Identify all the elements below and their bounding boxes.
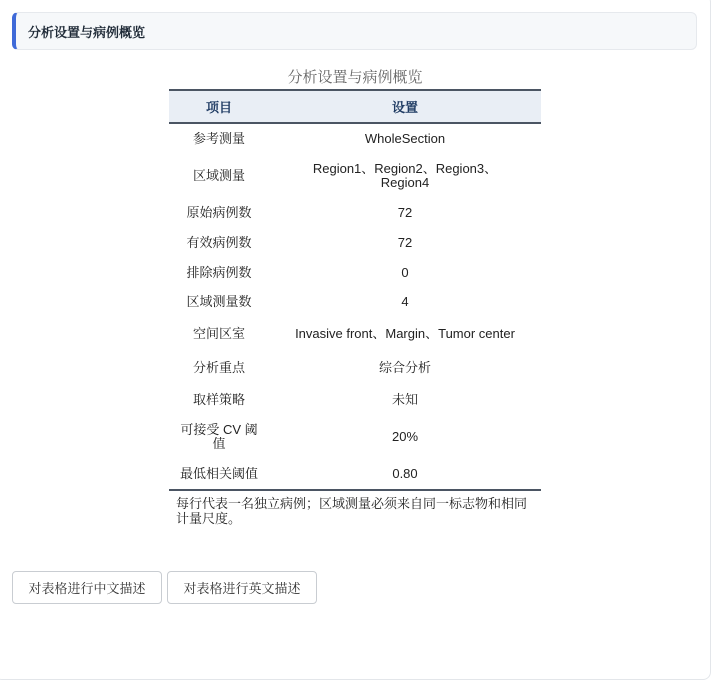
table-caption: 分析设置与病例概览 [287,68,423,86]
table-row [169,198,541,228]
row-item: 取样策略 [192,392,245,407]
row-value: 0.80 [269,458,541,490]
row-item: 区域测量数 [186,294,252,309]
table-note: 每行代表一名独立病例；区域测量必须来自同一标志物和相同计量尺度。 [176,497,528,527]
row-item: 原始病例数 [186,205,252,220]
row-value: 综合分析 [378,359,431,375]
row-value: 0 [401,264,409,280]
row-value: 20% [391,428,419,444]
row-value: 72 [397,205,413,220]
row-item: 有效病例数 [186,235,252,250]
panel-header [12,12,697,50]
table-row [169,287,541,317]
table-row [169,458,541,490]
row-item: 可接受 CV 阈 值 [180,421,258,451]
table-row [169,317,541,350]
table-row [169,415,541,458]
header-setting: 设置 [269,90,541,123]
table-row [169,228,541,258]
row-item: 区域测量 [192,168,245,183]
table-row [169,154,541,198]
table-row [169,385,541,415]
row-value: Region1、Region2、Region3、 Region4 [312,161,498,190]
row-item: 空间区室 [192,325,245,341]
header-item: 项目 [169,90,269,123]
table-row [169,350,541,385]
row-value: Invasive front、Margin、Tumor center [295,325,515,341]
table-row [169,258,541,287]
row-item: 最低相关阈值 [169,458,269,490]
row-item: 参考测量 [192,131,245,146]
table-row [169,123,541,154]
describe-chinese-button[interactable]: 对表格进行中文描述 [12,571,162,604]
row-value: 未知 [391,392,418,407]
row-value: 72 [397,235,413,250]
row-value: 4 [401,294,409,309]
row-item: 分析重点 [192,359,245,375]
panel-title: 分析设置与病例概览 [28,25,146,41]
row-value: WholeSection [364,131,446,146]
describe-english-button[interactable]: 对表格进行英文描述 [167,571,317,604]
table-header-row [169,90,541,123]
overview-table [169,89,541,491]
row-item: 排除病例数 [186,264,252,280]
